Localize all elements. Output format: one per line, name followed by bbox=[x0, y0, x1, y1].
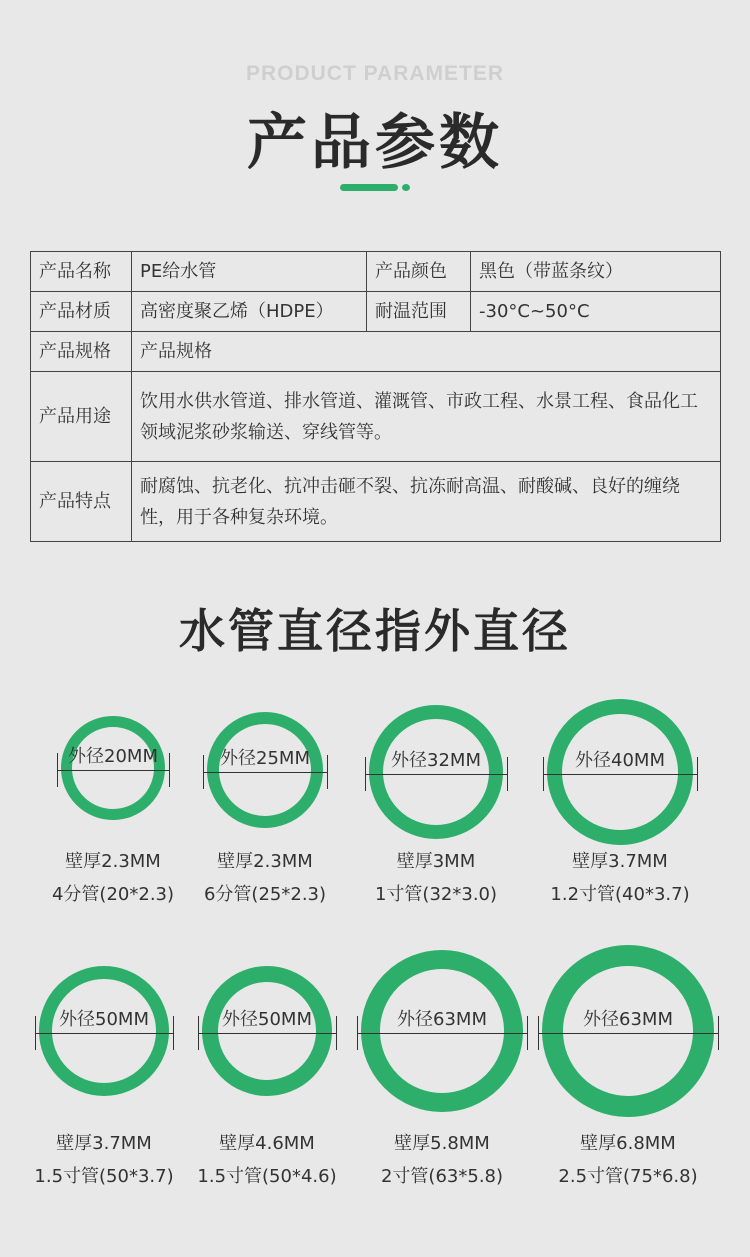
title-accent-dot bbox=[402, 184, 410, 191]
diameter-dimension-line bbox=[198, 1033, 336, 1034]
wall-thickness-label: 壁厚3.7MM bbox=[56, 1133, 152, 1154]
pipe-size-label: 1.5寸管(50*4.6) bbox=[197, 1166, 337, 1187]
outer-diameter-label: 外径20MM bbox=[68, 746, 158, 767]
outer-diameter-label: 外径63MM bbox=[397, 1009, 487, 1030]
title-accent-bar bbox=[340, 184, 398, 191]
wall-thickness-label: 壁厚6.8MM bbox=[580, 1133, 676, 1154]
param-value: 黑色（带蓝条纹） bbox=[471, 252, 721, 292]
dimension-tick bbox=[527, 1016, 528, 1050]
param-value: -30°C~50°C bbox=[471, 292, 721, 332]
pipe-size-label: 1.5寸管(50*3.7) bbox=[34, 1166, 174, 1187]
wall-thickness-label: 壁厚4.6MM bbox=[219, 1133, 315, 1154]
outer-diameter-label: 外径25MM bbox=[220, 748, 310, 769]
param-key: 产品规格 bbox=[31, 332, 132, 372]
pipe-ring-icon bbox=[361, 950, 523, 1112]
outer-diameter-label: 外径50MM bbox=[59, 1009, 149, 1030]
param-key: 耐温范围 bbox=[367, 292, 471, 332]
table-row bbox=[31, 372, 721, 462]
parameter-table bbox=[30, 251, 721, 542]
diameter-dimension-line bbox=[538, 1033, 718, 1034]
page-title: 产品参数 bbox=[247, 108, 503, 178]
section-title: 水管直径指外直径 bbox=[179, 604, 571, 658]
pipe-ring-icon bbox=[547, 699, 693, 845]
param-key: 产品用途 bbox=[31, 372, 132, 462]
pipe-spec bbox=[14, 1127, 194, 1193]
dimension-tick bbox=[718, 1016, 719, 1050]
table-row bbox=[31, 332, 721, 372]
outer-diameter-label: 外径63MM bbox=[583, 1009, 673, 1030]
param-key: 产品材质 bbox=[31, 292, 132, 332]
pipe-ring-icon bbox=[39, 966, 169, 1096]
pipe-spec bbox=[177, 1127, 357, 1193]
pipe-size-label: 6分管(25*2.3) bbox=[203, 884, 327, 905]
pipe-size-label: 4分管(20*2.3) bbox=[51, 884, 175, 905]
dimension-tick bbox=[538, 1016, 539, 1050]
wall-thickness-label: 壁厚5.8MM bbox=[394, 1133, 490, 1154]
table-row bbox=[31, 292, 721, 332]
pipe-size-label: 2.5寸管(75*6.8) bbox=[558, 1166, 698, 1187]
wall-thickness-label: 壁厚3.7MM bbox=[572, 851, 668, 872]
wall-thickness-label: 壁厚2.3MM bbox=[217, 851, 313, 872]
diameter-dimension-line bbox=[365, 774, 507, 775]
pipe-spec bbox=[352, 1127, 532, 1193]
pipe-ring-icon bbox=[207, 712, 323, 828]
pipe-ring-icon bbox=[542, 945, 714, 1117]
param-key: 产品名称 bbox=[31, 252, 132, 292]
pipe-size-label: 1.2寸管(40*3.7) bbox=[550, 884, 690, 905]
diameter-dimension-line bbox=[357, 1033, 527, 1034]
outer-diameter-label: 外径40MM bbox=[575, 750, 665, 771]
param-key: 产品特点 bbox=[31, 462, 132, 542]
param-value: PE给水管 bbox=[132, 252, 367, 292]
pipe-size-label: 2寸管(63*5.8) bbox=[380, 1166, 504, 1187]
param-value: 耐腐蚀、抗老化、抗冲击砸不裂、抗冻耐高温、耐酸碱、良好的缠绕性，用于各种复杂环境。 bbox=[132, 462, 721, 542]
wall-thickness-label: 壁厚2.3MM bbox=[65, 851, 161, 872]
diameter-dimension-line bbox=[203, 772, 327, 773]
param-value: 饮用水供水管道、排水管道、灌溉管、市政工程、水景工程、食品化工领域泥浆砂浆输送、穿线管等。 bbox=[132, 372, 721, 462]
param-value: 产品规格 bbox=[132, 332, 721, 372]
wall-thickness-label: 壁厚3MM bbox=[396, 851, 476, 872]
diameter-dimension-line bbox=[57, 770, 169, 771]
pipe-ring-icon bbox=[369, 705, 503, 839]
pipe-spec bbox=[346, 845, 526, 911]
pipe-size-label: 1寸管(32*3.0) bbox=[374, 884, 498, 905]
diameter-dimension-line bbox=[543, 774, 697, 775]
pipe-spec bbox=[538, 1127, 718, 1193]
table-row bbox=[31, 252, 721, 292]
dimension-tick bbox=[357, 1016, 358, 1050]
pipe-spec bbox=[530, 845, 710, 911]
outer-diameter-label: 外径32MM bbox=[391, 750, 481, 771]
pipe-spec bbox=[175, 845, 355, 911]
diameter-dimension-line bbox=[35, 1033, 173, 1034]
outer-diameter-label: 外径50MM bbox=[222, 1009, 312, 1030]
pipe-ring-icon bbox=[202, 966, 332, 1096]
param-key: 产品颜色 bbox=[367, 252, 471, 292]
table-row bbox=[31, 462, 721, 542]
param-value: 高密度聚乙烯（HDPE） bbox=[132, 292, 367, 332]
pipe-ring-icon bbox=[61, 716, 165, 820]
section-eyebrow: PRODUCT PARAMETER bbox=[245, 62, 505, 85]
